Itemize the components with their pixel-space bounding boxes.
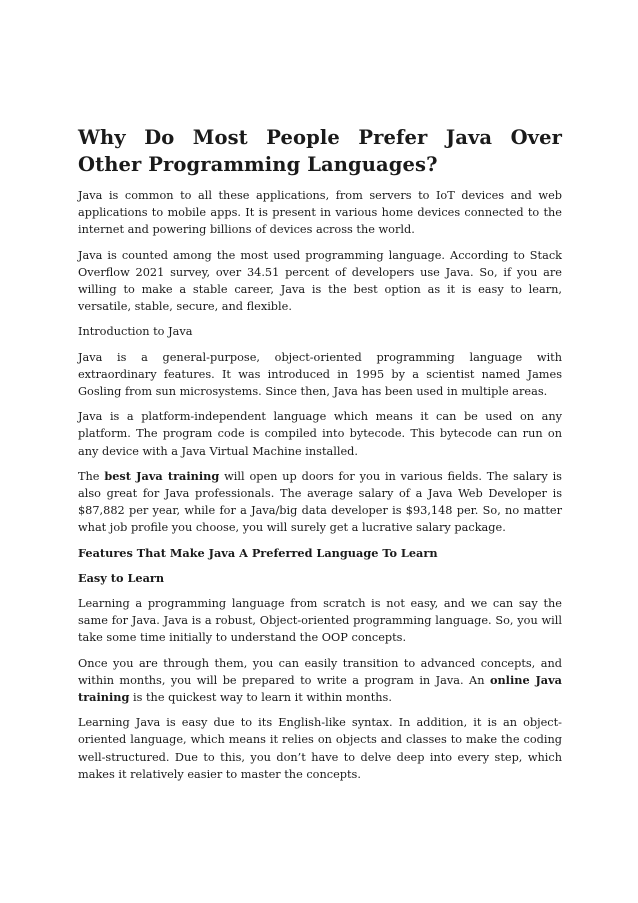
document-page bbox=[78, 124, 562, 791]
best-java-training-link[interactable]: best Java training bbox=[104, 468, 220, 483]
transition-text-before: Once you are through them, you can easily transition to advanced concepts, and within months, you will be prepared to write a program in Java. An bbox=[78, 656, 562, 687]
transition-text-after: is the quickest way to learn it within months. bbox=[129, 691, 392, 705]
salary-text-after: will open up doors for you in various fields. The salary is also great for Java professionals. The average salary of a Java Web Developer is $87,882 per year, while for a Java/big data developer is $93,148 per. So, no matter what job profile you choose, you will surely get a lucrative salary package. bbox=[78, 469, 562, 535]
paragraph-learning-difficulty: Learning a programming language from scratch is not easy, and we can say the same for Java. Java is a robust, Object-oriented programming language. So, you will take some time initially to understand the OOP concepts. bbox=[78, 597, 562, 645]
salary-text-before: The bbox=[78, 469, 105, 483]
paragraph-platform-independent: Java is a platform-independent language which means it can be used on any platform. The program code is compiled into bytecode. This bytecode can run on any device with a Java Virtual Machine installed. bbox=[78, 410, 562, 458]
paragraph-java-definition: Java is a general-purpose, object-oriented programming language with extraordinary features. It was introduced in 1995 by a scientist named James Gosling from sun microsystems. Since then, Java has been used in multiple areas. bbox=[78, 350, 562, 399]
paragraph-transition bbox=[78, 655, 562, 707]
heading-features: Features That Make Java A Preferred Language To Learn bbox=[78, 545, 438, 560]
online-java-training-link[interactable]: online Java training bbox=[78, 672, 562, 705]
paragraph-intro: Java is common to all these applications, from servers to IoT devices and web applications to mobile apps. It is present in various home devices connected to the internet and powering billions of devices across the world. bbox=[78, 189, 562, 237]
heading-easy-to-learn: Easy to Learn bbox=[78, 570, 165, 585]
section-label-introduction: Introduction to Java bbox=[78, 325, 193, 339]
page-title: Why Do Most People Prefer Java Over Other Programming Languages? bbox=[78, 126, 562, 176]
paragraph-popularity: Java is counted among the most used programming language. According to Stack Overflow 2021 survey, over 34.51 percent of developers use Java. So, if you are willing to make a stable career, Java is the best option as it is easy to learn, versatile, stable, secure, and flexible. bbox=[78, 248, 562, 314]
paragraph-syntax: Learning Java is easy due to its English-like syntax. In addition, it is an object-oriented language, which means it relies on objects and classes to make the coding well-structured. Due to this, you don’t have to delve deep into every step, which makes it relatively easier to master the concepts. bbox=[78, 716, 562, 781]
paragraph-salary bbox=[78, 468, 562, 537]
